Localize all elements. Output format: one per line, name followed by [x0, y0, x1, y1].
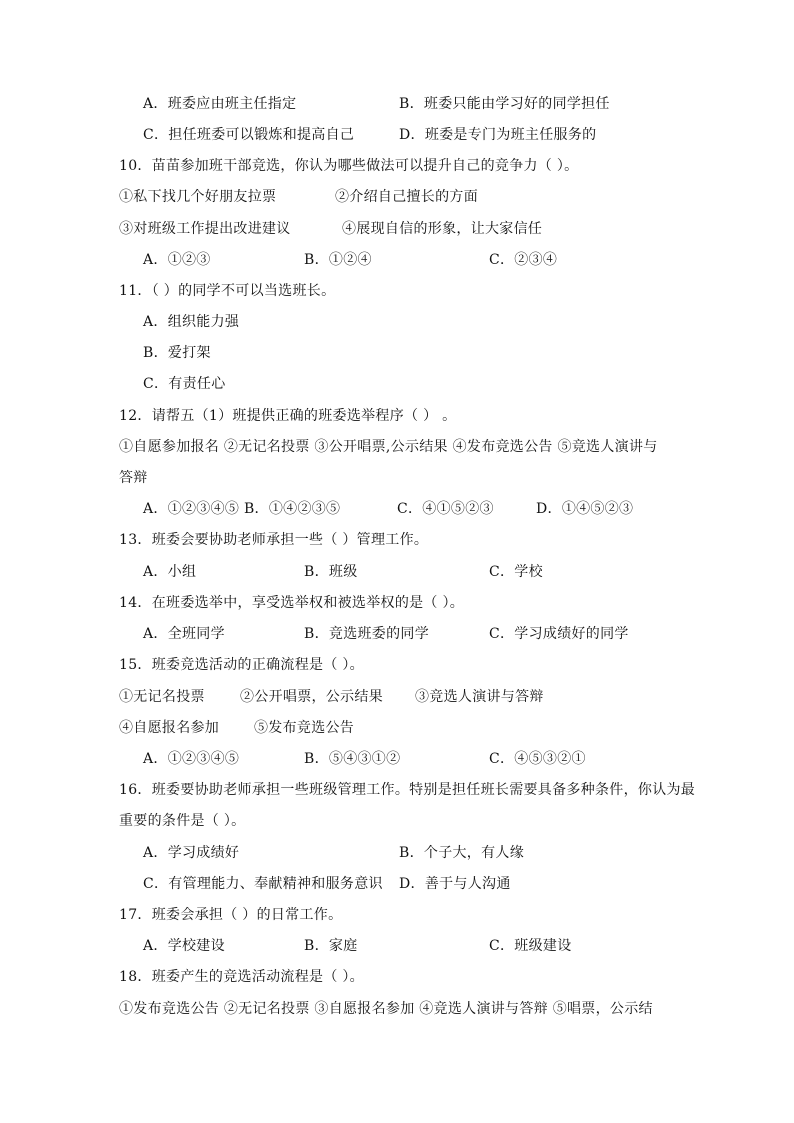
text-line: C．担任班委可以锻炼和提高自己: [143, 127, 355, 143]
option-text: ②公开唱票，公示结果: [240, 689, 383, 705]
text-line: A．学校建设: [143, 938, 225, 954]
option-text: D．①④⑤②③: [536, 501, 634, 517]
text-line: C．有责任心: [143, 376, 226, 392]
option-text: D．班委是专门为班主任服务的: [399, 127, 597, 143]
text-line: ①私下找几个好朋友拉票: [119, 189, 277, 205]
text-line: 13．班委会要协助老师承担一些（ ）管理工作。: [119, 532, 429, 548]
text-line: 10．苗苗参加班干部竞选，你认为哪些做法可以提升自己的竞争力（ ）。: [119, 158, 579, 174]
option-text: B．⑤④③①②: [304, 751, 401, 767]
text-line: ①自愿参加报名 ②无记名投票 ③公开唱票,公示结果 ④发布竞选公告 ⑤竞选人演讲与: [119, 439, 658, 455]
option-text: B．班级: [304, 564, 358, 580]
text-line: 14．在班委选举中，享受选举权和被选举权的是（ ）。: [119, 595, 465, 611]
option-text: ⑤发布竞选公告: [254, 720, 355, 736]
text-line: 15．班委竞选活动的正确流程是（ ）。: [119, 657, 364, 673]
option-text: ②介绍自己擅长的方面: [335, 189, 478, 205]
text-line: A．班委应由班主任指定: [143, 96, 297, 112]
option-text: C．④⑤③②①: [489, 751, 586, 767]
option-text: C．④①⑤②③: [397, 501, 494, 517]
text-line: 18．班委产生的竞选活动流程是（ ）。: [119, 969, 364, 985]
text-line: 答辩: [119, 470, 148, 486]
text-line: ①发布竞选公告 ②无记名投票 ③自愿报名参加 ④竞选人演讲与答辩 ⑤唱票，公示结: [119, 1001, 653, 1017]
text-line: 16．班委要协助老师承担一些班级管理工作。特别是担任班长需要具备多种条件，你认为最: [119, 782, 696, 798]
option-text: B．班委只能由学习好的同学担任: [399, 96, 610, 112]
text-line: 17．班委会承担（ ）的日常工作。: [119, 907, 343, 923]
text-line: C．有管理能力、奉献精神和服务意识: [143, 876, 383, 892]
option-text: C．班级建设: [489, 938, 572, 954]
text-line: 12．请帮五（1）班提供正确的班委选举程序（ ） 。: [119, 408, 457, 424]
text-line: A．①②③: [143, 252, 211, 268]
text-line: 11．（ ）的同学不可以当选班长。: [119, 283, 336, 299]
option-text: B．竞选班委的同学: [304, 626, 429, 642]
text-line: A．①②③④⑤ B．①④②③⑤: [143, 501, 341, 517]
option-text: D．善于与人沟通: [399, 876, 511, 892]
option-text: C．②③④: [489, 252, 558, 268]
text-line: A．小组: [143, 564, 197, 580]
text-line: ③对班级工作提出改进建议: [119, 221, 291, 237]
text-line: ①无记名投票: [119, 689, 205, 705]
text-line: A．①②③④⑤: [143, 751, 240, 767]
option-text: B．①②④: [304, 252, 372, 268]
option-text: C．学习成绩好的同学: [489, 626, 629, 642]
text-line: B．爱打架: [143, 345, 211, 361]
text-line: ④自愿报名参加: [119, 720, 220, 736]
option-text: ④展现自信的形象，让大家信任: [342, 221, 543, 237]
option-text: B．个子大，有人缘: [399, 845, 524, 861]
option-text: B．家庭: [304, 938, 358, 954]
text-line: A．组织能力强: [143, 314, 240, 330]
text-line: A．全班同学: [143, 626, 225, 642]
text-line: 重要的条件是（ ）。: [119, 813, 246, 829]
text-line: A．学习成绩好: [143, 845, 240, 861]
option-text: C．学校: [489, 564, 543, 580]
option-text: ③竞选人演讲与答辩: [415, 689, 544, 705]
